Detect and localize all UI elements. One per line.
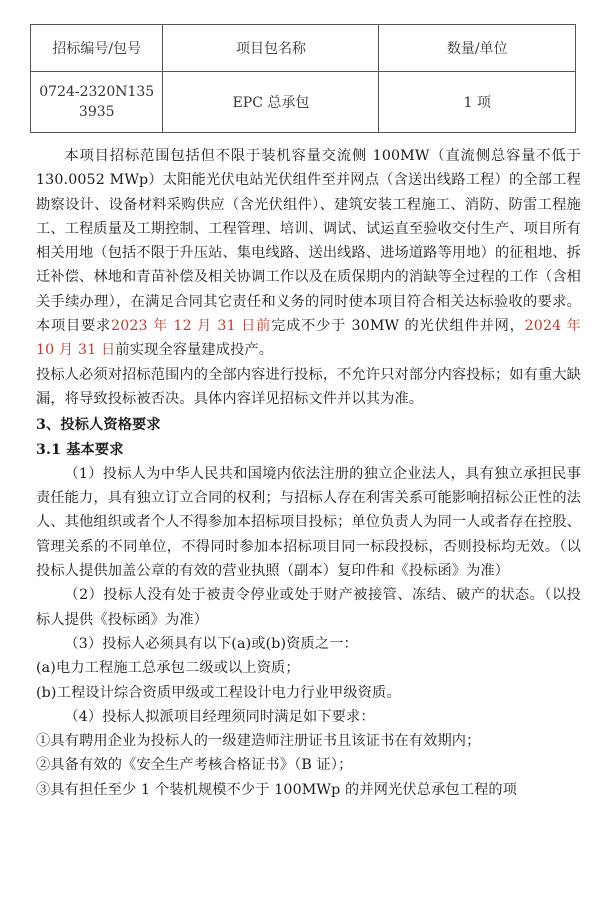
scope-paragraph (36, 144, 581, 363)
subsection-heading: 3.1 基本要求 (36, 441, 124, 458)
cell-package-name: EPC 总承包 (163, 72, 379, 133)
requirement-item-1: （1）投标人为中华人民共和国境内依法注册的独立企业法人，具有独立承担民事责任能力，具有独立订立合同的权利；与招标人存在利害关系可能影响招标公正性的法人、其他组织或者个人不得参加本招标项目投标；单位负责人为同一人或者存在控股、管理关系的不同单位，不得同时参加本招标项目同一标段投标，否则投标均无效。（以投标人提供加盖公章的有效的营业执照（副本）复印件和《投标函》为准） (36, 465, 581, 580)
cell-bid-number: 0724-2320N1353935 (31, 72, 163, 133)
requirement-item-4: （4）投标人拟派项目经理须同时满足如下要求： (64, 708, 375, 725)
table-header-row (31, 25, 576, 72)
requirement-item-2: （2）投标人没有处于被责令停业或处于财产被接管、冻结、破产的状态。（以投标人提供《投标函》为准） (36, 587, 581, 628)
section-heading: 3、投标人资格要求 (36, 417, 161, 434)
document-body (36, 144, 581, 802)
manager-requirement-3: ③具有担任至少 1 个装机规模不少于 100MWp 的并网光伏总承包工程的项 (36, 781, 518, 798)
manager-requirement-2: ②具备有效的《安全生产考核合格证书》（B 证）； (36, 757, 353, 774)
qualification-a: (a)电力工程施工总承包二级或以上资质； (36, 660, 300, 677)
deadline-date-1: 2023 年 12 月 31 日前 (111, 318, 272, 335)
scope-text-1: 本项目招标范围包括但不限于装机容量交流侧 100MW（直流侧总容量不低于 130.0052 MWp）太阳能光伏电站光伏组件至并网点（含送出线路工程）的全部工程勘察设计、设备材料采购供应（含光伏组件）、建筑安装工程施工、消防、防雷工程施工、工程质量及工期控制、工程管理、培训、调试、试运直至验收交付生产、项目所有相关用地（包括不限于升压站、集电线路、送出线路、进场道路等用地）的征租地、拆迁补偿、林地和青苗补偿及相关协调工作以及在质保期内的消缺等全过程的工作（含相关手续办理），在满足合同其它责任和义务的同时使本项目符合相关达标验收的要求。本项目要求 (36, 148, 581, 335)
deadline-date-2: 2024 年 10 月 31 日 (36, 318, 581, 359)
table-row (31, 72, 576, 133)
cell-quantity: 1 项 (379, 72, 576, 133)
qualification-b: (b)工程设计综合资质甲级或工程设计电力行业甲级资质。 (36, 684, 401, 701)
bid-package-table (30, 24, 576, 133)
scope-text-3: 前实现全容量建成投产。 (115, 342, 274, 359)
scope-text-2: 完成不少于 30MW 的光伏组件并网， (271, 318, 525, 335)
header-package-name: 项目包名称 (163, 25, 379, 72)
bidder-note-paragraph: 投标人必须对招标范围内的全部内容进行投标，不允许只对部分内容投标；如有重大缺漏，将导致投标被否决。具体内容详见招标文件并以其为准。 (36, 366, 581, 407)
header-bid-number: 招标编号/包号 (31, 25, 163, 72)
header-quantity: 数量/单位 (379, 25, 576, 72)
requirement-item-3: （3）投标人必须具有以下(a)或(b)资质之一： (64, 635, 358, 652)
manager-requirement-1: ①具有聘用企业为投标人的一级建造师注册证书且该证书在有效期内； (36, 733, 481, 750)
